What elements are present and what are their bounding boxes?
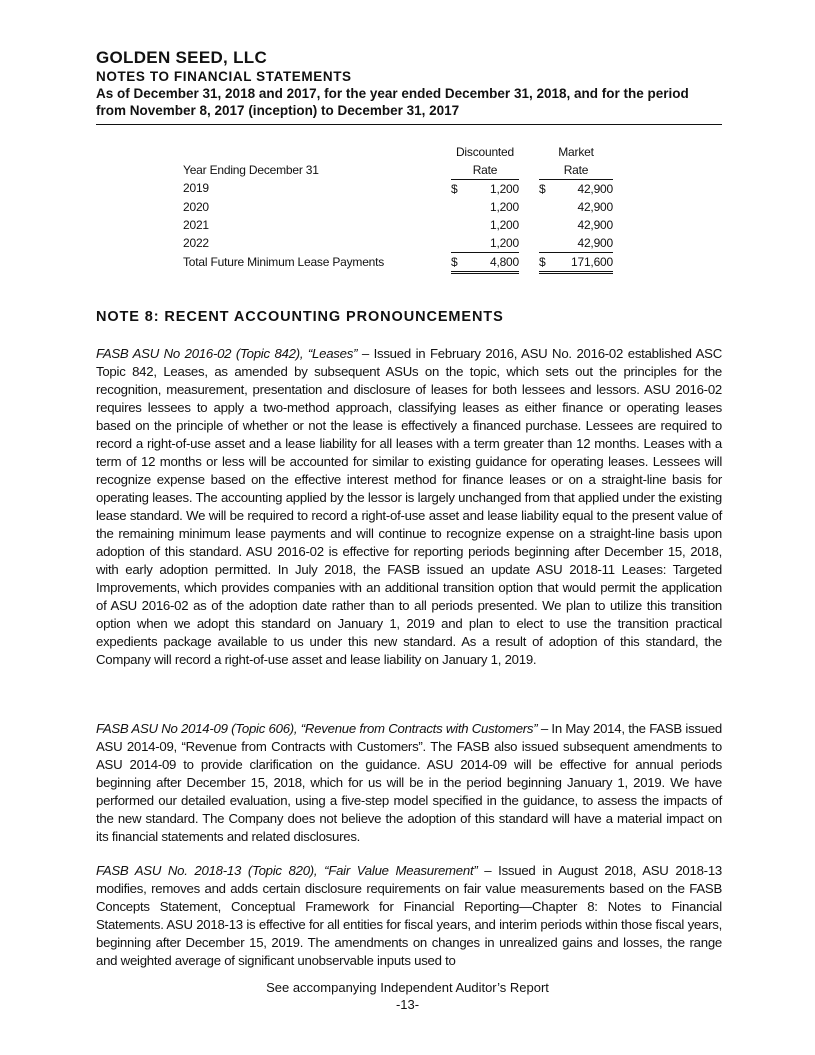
- paragraph-body: – Issued in February 2016, ASU No. 2016-02 established ASC Topic 842, Leases, as amended by subsequent ASUs on the topic, which sets out the principles for the recognition, measurement, presentation and disclosure of leases for both lessees and lessors. ASU 2016-02 requires lessees to apply a two-method approach, classifying leases as either finance or operating leases based on the principle of whether or not the lease is effectively a financed purchase. Lessees are required to record a right-of-use asset and a lease liability for all leases with a term greater than 12 months. Leases with a term of 12 months or less will be accounted for similar to existing guidance for operating leases. Lessees will recognize expense based on the effective interest method for finance leases or on a straight-line basis for operating leases. The accounting applied by the lessor is largely unchanged from that applied under the existing lease standard. We will be required to record a right-of-use asset and lease liability equal to the present value of the remaining minimum lease payments and will continue to recognize expense on a straight-line basis upon adoption of this standard. ASU 2016-02 is effective for reporting periods beginning after December 15, 2018, with early adoption permitted. In July 2018, the FASB issued an update ASU 2018-11 Leases: Targeted Improvements, which provides companies with an additional transition option that would permit the application of ASU 2016-02 as of the adoption date rather than to all periods presented. We plan to utilize this transition option when we adopt this standard on January 1, 2019 and plan to elect to use the transition practical expedients package available to us under this new standard. As a result of adoption of this standard, the Company will record a right-of-use asset and lease liability on January 1, 2019.: [96, 346, 722, 667]
- total-discounted-value: 4,800: [471, 253, 519, 273]
- col-year-header: Year Ending December 31: [183, 162, 319, 177]
- table-header-row: [183, 143, 613, 161]
- paragraph-lead: FASB ASU No 2016-02 (Topic 842), “Leases”: [96, 346, 358, 361]
- row-year: 2020: [183, 199, 209, 214]
- market-value: 42,900: [559, 234, 613, 253]
- total-market-value: 171,600: [559, 253, 613, 273]
- row-year: 2021: [183, 217, 209, 232]
- row-year: 2022: [183, 235, 209, 250]
- table-row: [183, 234, 613, 253]
- currency-symbol: $: [539, 181, 546, 196]
- paragraph-lead: FASB ASU No. 2018-13 (Topic 820), “Fair Value Measurement”: [96, 863, 478, 878]
- discounted-value: 1,200: [471, 234, 519, 253]
- table-row: [183, 216, 613, 234]
- market-value: 42,900: [577, 217, 613, 232]
- paragraph-asu-2014-09: [96, 720, 722, 846]
- market-value: 42,900: [577, 199, 613, 214]
- currency-symbol: $: [451, 253, 471, 273]
- total-label: Total Future Minimum Lease Payments: [183, 255, 385, 269]
- page-number: -13-: [395, 997, 420, 1012]
- table-row: [183, 198, 613, 216]
- currency-symbol: $: [539, 253, 559, 273]
- discounted-value: 1,200: [489, 181, 519, 196]
- table-total-row: [183, 253, 613, 273]
- discounted-value: 1,200: [489, 199, 519, 214]
- market-value: 42,900: [577, 181, 613, 196]
- paragraph-asu-2018-13: [96, 862, 722, 970]
- lease-payments-table: [183, 143, 613, 274]
- company-name: GOLDEN SEED, LLC: [96, 48, 268, 67]
- paragraph-body: – Issued in August 2018, ASU 2018-13 modifies, removes and adds certain disclosure requirements on fair value measurements based on the FASB Concepts Statement, Conceptual Framework for Financial Reporting—Chapter 8: Notes to Financial Statements. ASU 2018-13 is effective for all entities for fiscal years, and interim periods within those fiscal years, beginning after December 15, 2019. The amendments on changes in unrealized gains and losses, the range and weighted average of significant unobservable inputs used to: [96, 863, 722, 968]
- table-header-row: [183, 161, 613, 180]
- reporting-period: As of December 31, 2018 and 2017, for the year ended December 31, 2018, and for the period from November 8, 2017 (inception) to December 31, 2017: [96, 86, 689, 118]
- paragraph-lead: FASB ASU No 2014-09 (Topic 606), “Revenue from Contracts with Customers”: [96, 721, 538, 736]
- row-year: 2019: [183, 181, 209, 196]
- currency-symbol: $: [451, 181, 458, 196]
- table-row: [183, 180, 613, 199]
- col-discounted-subheader: Rate: [451, 161, 519, 180]
- paragraph-body: – In May 2014, the FASB issued ASU 2014-09, “Revenue from Contracts with Customers”. The FASB also issued subsequent amendments to ASU 2014-09 to provide clarification on the guidance. ASU 2014-09 will be effective for annual periods beginning after December 15, 2018, which for us will be in the period beginning January 1, 2019. We have performed our detailed evaluation, using a five-step model specified in the guidance, to assess the impacts of the new standard. The Company does not believe the adoption of this standard will have a material impact on its financial statements and related disclosures.: [96, 721, 723, 844]
- col-market-header: Market: [558, 144, 594, 159]
- col-market-subheader: Rate: [539, 161, 613, 180]
- footer-auditor-note: See accompanying Independent Auditor’s Report: [266, 980, 549, 995]
- discounted-value: 1,200: [489, 217, 519, 232]
- header-divider: [96, 124, 722, 125]
- col-discounted-header: Discounted: [455, 144, 515, 159]
- page-header: [96, 48, 722, 119]
- note-heading: NOTE 8: RECENT ACCOUNTING PRONOUNCEMENTS: [96, 309, 504, 325]
- paragraph-asu-2016-02: [96, 345, 722, 669]
- document-subtitle: NOTES TO FINANCIAL STATEMENTS: [96, 69, 352, 84]
